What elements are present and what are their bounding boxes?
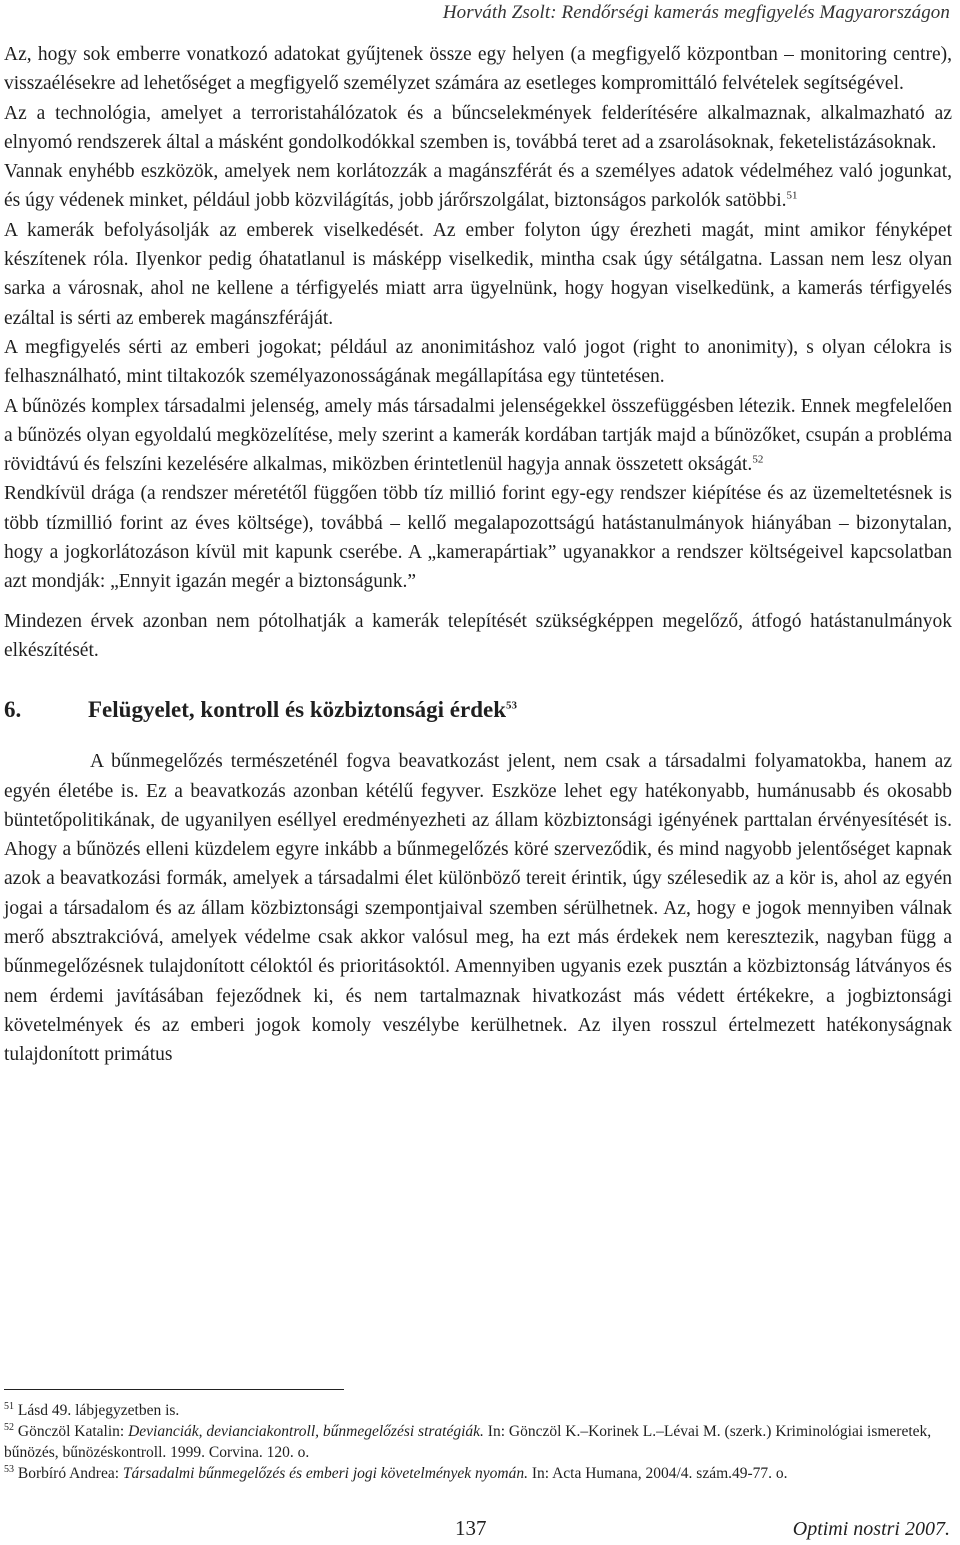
footnote-title: Társadalmi bűnmegelőzés és emberi jogi követelmények nyomán. <box>122 1465 528 1482</box>
paragraph: A megfigyelés sérti az emberi jogokat; például az anonimitáshoz való jogot (right to anonimity), s olyan célokra is felhasználható, mint tiltakozók személyazonosságának megállapítása egy tüntetésen. <box>4 336 952 388</box>
footnote-rest: In: Acta Humana, 2004/4. szám.49-77. o. <box>527 1465 788 1482</box>
footnote-number: 52 <box>4 1421 14 1433</box>
main-text <box>4 40 952 1070</box>
paragraph: Az, hogy sok emberre vonatkozó adatokat gyűjtenek össze egy helyen (a megfigyelő központban – monitoring centre), visszaélésekre ad lehetőséget a megfigyelő személyzet számára az esetleges kompromittáló felvételek segítségével. <box>4 44 952 95</box>
footnote-divider <box>4 1389 344 1390</box>
section-number: 6. <box>4 697 22 723</box>
footnote-number: 53 <box>4 1463 14 1475</box>
section-heading <box>4 695 952 725</box>
paragraph-gap <box>4 597 952 607</box>
footnote <box>4 1421 950 1463</box>
footnote <box>4 1463 950 1484</box>
publication-name: Optimi nostri 2007. <box>792 1518 950 1540</box>
running-header: Horváth Zsolt: Rendőrségi kamerás megfigyelés Magyarországon <box>442 2 950 23</box>
paragraph: A kamerák befolyásolják az emberek viselkedését. Az ember folyton úgy érezheti magát, mint amikor fényképet készítenek róla. Ilyenkor pedig óhatatlanul is másképp viselkedik, mintha csak úgy sétálgatna. Lassan nem lesz olyan sarka a városnak, ahol ne kellene a térfigyelés miatt arra ügyelnünk, hogy hogyan viselkedünk, a kamerás térfigyelés ezáltal is sérti az emberek magánszféráját. <box>4 219 952 329</box>
footnotes <box>4 1400 950 1484</box>
section-paragraph: A bűnmegelőzés természeténél fogva beavatkozást jelent, nem csak a társadalmi folyamatokba, hanem az egyén életébe is. Ez a beavatkozás azonban kétélű fegyver. Eszköze lehet egy hatékonyabb, humánusabb és okosabb büntetőpolitikának, de ugyanilyen eséllyel eredményezheti az állam közbiztonsági igényének parttalan érvényesítését is. Ahogy a bűnözés elleni küzdelem egyre inkább a bűnmegelőzés köré szerveződik, és mind nagyobb jelentőséget kapnak azok a beavatkozási formák, amelyek a társadalmi élet különböző tereit érintik, úgy szélesedik az a kör is, ahol az egyén jogai a társadalom és az állam közbiztonsági szempontjaival szemben sérülhetnek. Az, hogy e jogok mennyiben válnak merő absztrakcióvá, amelyek védelme csak akkor valósul meg, ha ezt más érdekek nem keresztezik, nagyban függ a bűnmegelőzésnek tulajdonított céloktól és prioritásoktól. Amennyiben ugyanis ezek pusztán a közbiztonság látványos és nem érdemi javításában fejeződnek ki, és nem tartalmaznak hivatkozást más védett értékekre, a jogbiztonsági követelmények és az emberi jogok komoly veszélybe kerülhetnek. Az ilyen rosszul értelmezett hatékonyságnak tulajdonított primátus <box>4 751 952 1066</box>
footnote <box>4 1400 950 1421</box>
section-title-wrap <box>88 695 517 725</box>
paragraph-text: Vannak enyhébb eszközök, amelyek nem korlátozzák a magánszférát és a személyes adatok védelméhez való jogunkat, és úgy védenek minket, például jobb közvilágítás, jobb járőrszolgálat, biztonságos parkolók satöbbi. <box>4 161 952 212</box>
footnote-author: Borbíró Andrea: <box>17 1465 123 1482</box>
paragraph: Rendkívül drága (a rendszer méretétől függően több tíz millió forint egy-egy rendszer kiépítése és az üzemeltetésnek is több tízmillió forint az éves költsége), továbbá – kellő megalapozottságú hatástanulmányok hiányában – bizonytalan, hogy a jogkorlátozáson kívül mit kapunk cserébe. A „kamerapártiak” ugyanakkor a rendszer költségeivel kapcsolatban azt mondják: „Ennyit igazán megér a biztonságunk.” <box>4 483 952 593</box>
footnote-ref[interactable]: 51 <box>786 189 798 202</box>
footnote-author: Gönczöl Katalin: <box>17 1423 129 1440</box>
footnote-number: 51 <box>4 1400 14 1412</box>
footnote-title: Devianciák, devianciakontroll, bűnmegelőzési stratégiák. <box>128 1423 484 1440</box>
paragraph <box>4 157 952 216</box>
footnote-text: Lásd 49. lábjegyzetben is. <box>17 1402 180 1419</box>
page-number: 137 <box>455 1516 487 1540</box>
paragraph-text: A bűnözés komplex társadalmi jelenség, amely más társadalmi jelenségekkel összefüggésben létezik. Ennek megfelelően a bűnözés olyan egyoldalú megközelítése, mely szerint a kamerák kordában tartják majd a bűnözőket, csupán a probléma rövidtávú és felszíni kezelésére alkalmas, miközben érintetlenül hagyja annak összetett okságát. <box>4 395 952 476</box>
paragraph <box>4 392 952 480</box>
footnote-ref[interactable]: 53 <box>506 699 518 712</box>
footnote-ref[interactable]: 52 <box>752 453 764 466</box>
footnote-rest: In: Gönczöl K.–Korinek L.–Lévai M. (szerk.) Kriminológiai ismeretek, bűnözés, bűnözéskontroll. 1999. Corvina. 120. o. <box>4 1423 932 1461</box>
section-title: Felügyelet, kontroll és közbiztonsági érdek <box>88 697 507 723</box>
paragraph: Az a technológia, amelyet a terroristahálózatok és a bűncselekmények felderítésére alkalmaznak, alkalmazható az elnyomó rendszerek által a másként gondolkodókkal szemben is, továbbá teret ad a zsarolásoknak, feketelistázásoknak. <box>4 102 952 153</box>
paragraph: Mindezen érvek azonban nem pótolhatják a kamerák telepítését szükségképpen megelőző, átfogó hatástanulmányok elkészítését. <box>4 610 952 661</box>
